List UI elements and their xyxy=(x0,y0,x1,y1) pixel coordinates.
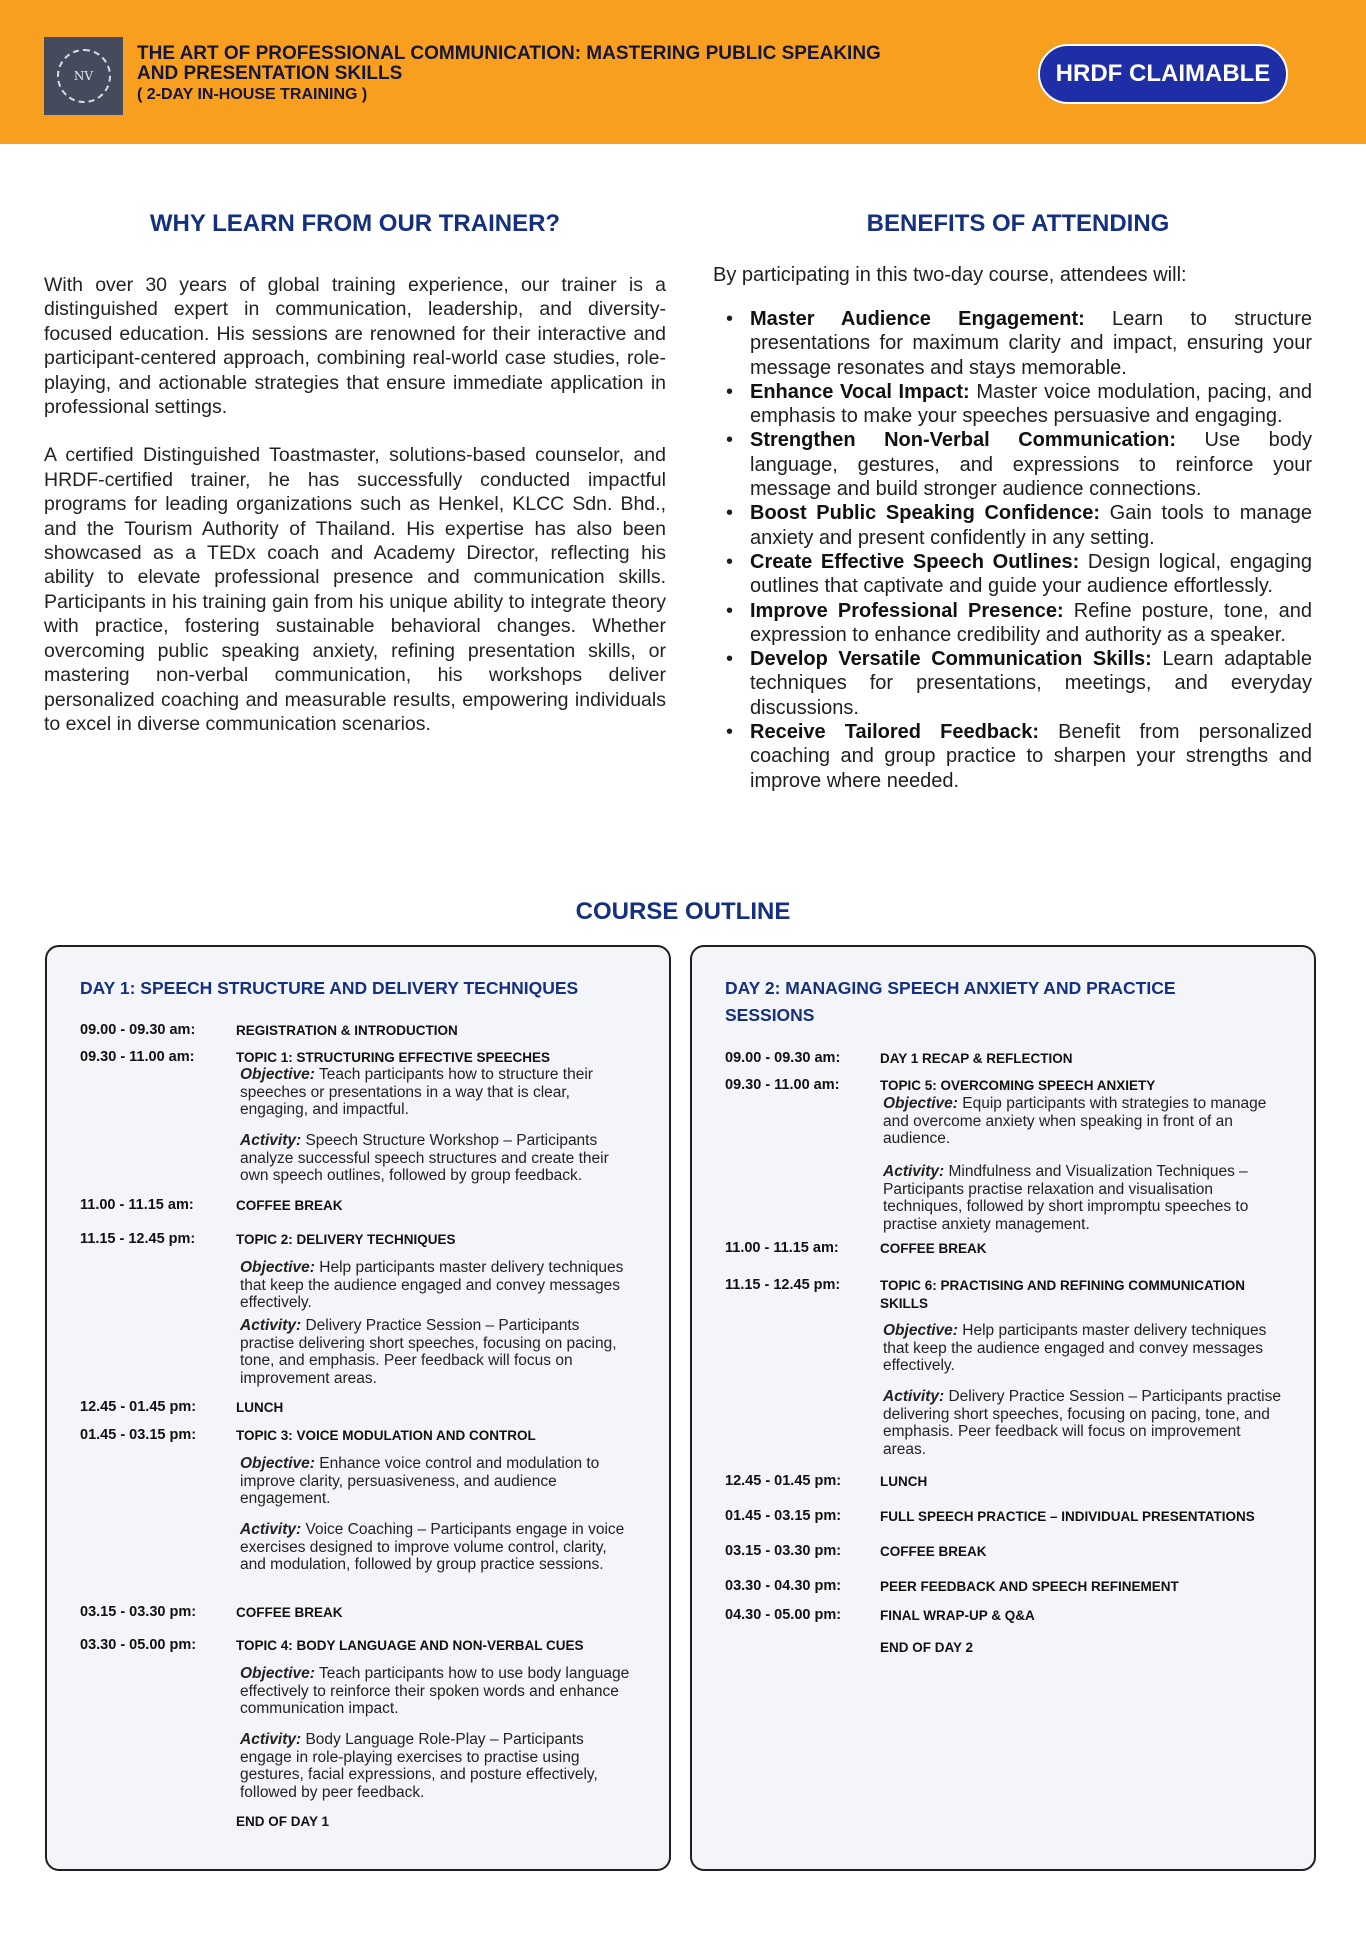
day1-end-label: END OF DAY 1 xyxy=(236,1814,330,1829)
benefit-text: Refine posture, tone, and expression to enhance credibility and authority as a speaker. xyxy=(750,599,1313,646)
trainer-text xyxy=(44,273,666,736)
slot-topic: FULL SPEECH PRACTICE – INDIVIDUAL PRESENTATIONS xyxy=(880,1509,1255,1524)
activity-label: Activity: xyxy=(240,1521,302,1538)
title-block xyxy=(137,44,917,106)
activity-text: Speech Structure Workshop – Participants analyze successful speech structures and create their own speech outlines, followed by group feedback. xyxy=(240,1132,609,1184)
header-banner xyxy=(0,0,1366,144)
slot-objective xyxy=(240,1066,635,1119)
slot-topic: LUNCH xyxy=(880,1474,928,1489)
slot-topic: PEER FEEDBACK AND SPEECH REFINEMENT xyxy=(880,1579,1179,1594)
slot-activity xyxy=(240,1317,635,1387)
slot-topic: DAY 1 RECAP & REFLECTION xyxy=(880,1051,1073,1066)
benefit-title: Create Effective Speech Outlines: xyxy=(750,550,1080,573)
slot-time: 12.45 - 01.45 pm: xyxy=(725,1473,842,1489)
slot-topic: COFFEE BREAK xyxy=(236,1605,343,1620)
slot-topic: TOPIC 3: VOICE MODULATION AND CONTROL xyxy=(236,1428,536,1443)
benefits-heading: BENEFITS OF ATTENDING xyxy=(866,210,1170,237)
activity-label: Activity: xyxy=(240,1317,302,1334)
activity-label: Activity: xyxy=(883,1388,945,1405)
slot-time: 12.45 - 01.45 pm: xyxy=(80,1399,197,1415)
benefits-intro: By participating in this two-day course, attendees will: xyxy=(713,264,1187,286)
objective-text: Help participants master delivery techniques that keep the audience engaged and convey messages effectively. xyxy=(240,1259,624,1311)
objective-label: Objective: xyxy=(240,1259,315,1276)
benefit-item xyxy=(712,428,1312,501)
objective-text: Enhance voice control and modulation to improve clarity, persuasiveness, and audience engagement. xyxy=(240,1455,600,1507)
slot-topic: LUNCH xyxy=(236,1400,284,1415)
day2-title: DAY 2: MANAGING SPEECH ANXIETY AND PRACTICE SESSIONS xyxy=(725,978,1176,1025)
slot-time: 09.00 - 09.30 am: xyxy=(80,1022,196,1038)
benefit-title: Develop Versatile Communication Skills: xyxy=(750,648,1152,671)
benefit-text: Master voice modulation, pacing, and emphasis to make your speeches persuasive and engaging. xyxy=(750,380,1312,428)
slot-topic: TOPIC 4: BODY LANGUAGE AND NON-VERBAL CUES xyxy=(236,1638,584,1653)
benefit-item xyxy=(712,380,1312,429)
slot-objective xyxy=(240,1259,635,1312)
activity-text: Mindfulness and Visualization Techniques – Participants practise relaxation and visualisation techniques, followed by short impromptu speeches to practise anxiety management. xyxy=(883,1163,1249,1233)
day1-title: DAY 1: SPEECH STRUCTURE AND DELIVERY TECHNIQUES xyxy=(80,978,579,998)
objective-label: Objective: xyxy=(883,1322,958,1339)
slot-time: 03.30 - 05.00 pm: xyxy=(80,1637,197,1653)
objective-label: Objective: xyxy=(240,1066,315,1083)
slot-activity xyxy=(883,1163,1283,1233)
benefit-item xyxy=(712,599,1312,648)
logo-ring-icon xyxy=(57,49,111,103)
benefits-list xyxy=(712,307,1312,793)
slot-activity xyxy=(240,1132,635,1185)
benefit-title: Enhance Vocal Impact: xyxy=(750,380,970,403)
hrdf-badge: HRDF CLAIMABLE xyxy=(1038,44,1288,104)
slot-topic: COFFEE BREAK xyxy=(880,1544,987,1559)
logo-text: NV xyxy=(73,69,94,83)
activity-text: Body Language Role-Play – Participants engage in role-playing exercises to practise using gestures, facial expressions, and posture effectively, followed by peer feedback. xyxy=(240,1731,598,1801)
activity-text: Delivery Practice Session – Participants practise delivering short speeches, focusing on pacing, tone, and emphasis. Peer feedback will focus on improvement areas. xyxy=(240,1317,617,1387)
slot-time: 01.45 - 03.15 pm: xyxy=(80,1427,197,1443)
slot-time: 11.15 - 12.45 pm: xyxy=(80,1231,196,1247)
slot-time: 04.30 - 05.00 pm: xyxy=(725,1607,842,1623)
benefit-title: Master Audience Engagement: xyxy=(750,308,1085,330)
slot-topic: TOPIC 2: DELIVERY TECHNIQUES xyxy=(236,1232,456,1247)
benefit-item xyxy=(712,720,1312,793)
activity-label: Activity: xyxy=(240,1731,302,1748)
activity-text: Delivery Practice Session – Participants practise delivering short speeches, focusing on pacing, tone, and emphasis. Peer feedback will focus on improvement areas. xyxy=(883,1388,1281,1458)
activity-text: Voice Coaching – Participants engage in voice exercises designed to improve volume control, clarity, and modulation, followed by group practice sessions. xyxy=(240,1521,625,1573)
benefit-item xyxy=(712,647,1312,720)
slot-topic: TOPIC 1: STRUCTURING EFFECTIVE SPEECHES xyxy=(236,1050,551,1065)
benefit-item xyxy=(712,550,1312,599)
slot-topic: TOPIC 5: OVERCOMING SPEECH ANXIETY xyxy=(880,1078,1156,1093)
slot-activity xyxy=(240,1731,635,1801)
benefit-title: Boost Public Speaking Confidence: xyxy=(750,502,1101,525)
activity-label: Activity: xyxy=(883,1163,945,1180)
slot-time: 09.00 - 09.30 am: xyxy=(725,1050,841,1066)
day2-card xyxy=(690,945,1316,1871)
benefit-item xyxy=(712,307,1312,380)
slot-time: 09.30 - 11.00 am: xyxy=(80,1049,195,1065)
slot-objective xyxy=(240,1665,635,1718)
slot-time: 03.15 - 03.30 pm: xyxy=(80,1604,197,1620)
objective-text: Teach participants how to use body language effectively to reinforce their spoken words and enhance communication impact. xyxy=(240,1665,630,1717)
benefit-title: Strengthen Non-Verbal Communication: xyxy=(750,429,1176,452)
slot-topic: FINAL WRAP-UP & Q&A xyxy=(880,1608,1035,1623)
benefit-text: Learn adaptable techniques for presentations, meetings, and everyday discussions. xyxy=(750,648,1312,719)
slot-time: 01.45 - 03.15 pm: xyxy=(725,1508,842,1524)
benefit-text: Design logical, engaging outlines that captivate and guide your audience effortlessly. xyxy=(750,550,1312,598)
slot-time: 11.15 - 12.45 pm: xyxy=(725,1277,841,1293)
slot-activity xyxy=(883,1388,1283,1458)
objective-label: Objective: xyxy=(240,1665,315,1682)
objective-text: Equip participants with strategies to manage and overcome anxiety when speaking in front of an audience. xyxy=(883,1095,1267,1147)
benefit-title: Improve Professional Presence: xyxy=(750,599,1064,622)
slot-time: 09.30 - 11.00 am: xyxy=(725,1077,840,1093)
benefit-title: Receive Tailored Feedback: xyxy=(750,721,1040,744)
outline-heading: COURSE OUTLINE xyxy=(575,898,791,925)
slot-topic: TOPIC 6: PRACTISING AND REFINING COMMUNICATION SKILLS xyxy=(880,1278,1246,1311)
slot-activity xyxy=(240,1521,635,1574)
slot-objective xyxy=(883,1322,1283,1375)
benefit-item xyxy=(712,501,1312,550)
slot-objective xyxy=(883,1095,1283,1148)
objective-text: Help participants master delivery techniques that keep the audience engaged and convey messages effectively. xyxy=(883,1322,1267,1374)
benefit-text: Benefit from personalized coaching and group practice to sharpen your strengths and improve where needed. xyxy=(750,721,1313,792)
trainer-heading: WHY LEARN FROM OUR TRAINER? xyxy=(149,210,561,237)
benefit-text: Use body language, gestures, and expressions to reinforce your message and build stronger audience connections. xyxy=(750,429,1312,501)
objective-label: Objective: xyxy=(240,1455,315,1472)
trainer-paragraph: With over 30 years of global training experience, our trainer is a distinguished expert in communication, leadership, and diversity-focused education. His sessions are renowned for their interactive and participant-centered approach, combining real-world case studies, role-playing, and actionable strategies that ensure immediate application in professional settings. xyxy=(44,274,666,419)
slot-topic: COFFEE BREAK xyxy=(880,1241,987,1256)
activity-label: Activity: xyxy=(240,1132,302,1149)
slot-time: 03.30 - 04.30 pm: xyxy=(725,1578,842,1594)
slot-topic: COFFEE BREAK xyxy=(236,1198,343,1213)
slot-time: 03.15 - 03.30 pm: xyxy=(725,1543,842,1559)
course-title: THE ART OF PROFESSIONAL COMMUNICATION: MASTERING PUBLIC SPEAKING AND PRESENTATION SKILLS xyxy=(137,43,881,84)
course-subtitle: ( 2-DAY IN-HOUSE TRAINING ) xyxy=(137,86,368,103)
benefit-text: Gain tools to manage anxiety and present confidently in any setting. xyxy=(750,502,1312,549)
slot-topic: REGISTRATION & INTRODUCTION xyxy=(236,1023,458,1038)
day2-end-label: END OF DAY 2 xyxy=(880,1640,974,1655)
slot-objective xyxy=(240,1455,635,1508)
nv-logo xyxy=(44,37,123,115)
benefit-text: Learn to structure presentations for maximum clarity and impact, ensuring your message resonates and stays memorable. xyxy=(750,308,1313,379)
slot-time: 11.00 - 11.15 am: xyxy=(80,1197,194,1213)
day1-card xyxy=(45,945,671,1871)
slot-time: 11.00 - 11.15 am: xyxy=(725,1240,839,1256)
trainer-paragraph: A certified Distinguished Toastmaster, solutions-based counselor, and HRDF-certified trainer, he has successfully conducted impactful programs for leading organizations such as Henkel, KLCC Sdn. Bhd., and the Tourism Authority of Thailand. His expertise has also been showcased as a TEDx coach and Academy Director, reflecting his ability to elevate professional presence and communication skills. Participants in his training gain from his unique ability to integrate theory with practice, fostering sustainable behavioral changes. Whether overcoming public speaking anxiety, refining presentation skills, or mastering non-verbal communication, his workshops deliver personalized coaching and measurable results, empowering individuals to excel in diverse communication scenarios. xyxy=(44,444,666,735)
objective-text: Teach participants how to structure their speeches or presentations in a way that is clear, engaging, and impactful. xyxy=(240,1066,593,1118)
objective-label: Objective: xyxy=(883,1095,958,1112)
